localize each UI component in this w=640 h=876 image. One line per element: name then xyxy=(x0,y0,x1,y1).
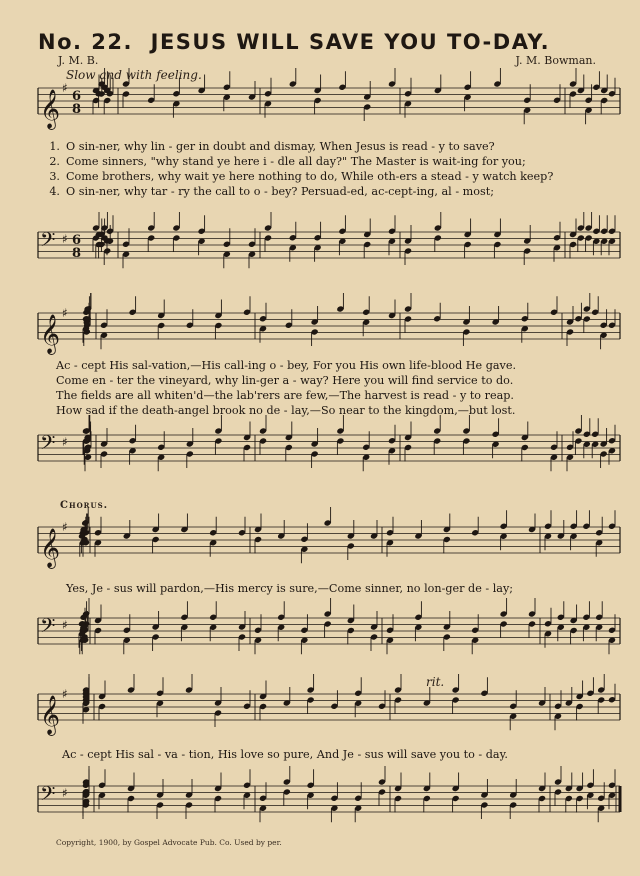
key-signature-sharp: ♯ xyxy=(62,786,68,800)
chorus-line-2: Ac - cept His sal - va - tion, His love so pure, And Je - sus will save you to - day. xyxy=(62,748,508,761)
treble-clef: 𝄞 xyxy=(40,528,61,568)
bass-clef: 𝄢 xyxy=(40,228,56,256)
time-signature: 6 xyxy=(72,233,82,248)
verse-number: 1. xyxy=(49,140,60,153)
verse-1-continuation: Ac - cept His sal-vation,—His call-ing o - bey, For you His own life-blood He gave. xyxy=(56,359,517,372)
verse-1 xyxy=(38,140,495,153)
verse-number: 3. xyxy=(49,170,60,183)
time-signature: 8 xyxy=(72,102,82,117)
hymn-title-text: JESUS WILL SAVE YOU TO-DAY. xyxy=(150,30,551,54)
bass-clef: 𝄢 xyxy=(40,782,56,810)
chorus-line-1: Yes, Je - sus will pardon,—His mercy is sure,—Come sinner, no lon-ger de - lay; xyxy=(66,582,514,595)
key-signature-sharp: ♯ xyxy=(62,435,68,449)
verse-text: Come sinners, "why stand ye here i - dle all day?" The Master is wait-ing for you; xyxy=(66,155,526,168)
verse-number: 4. xyxy=(49,185,60,198)
chorus-label: Chorus. xyxy=(60,500,109,511)
time-signature: 6 xyxy=(72,89,82,104)
ritardando-marking: rit. xyxy=(426,675,445,689)
bass-clef: 𝄢 xyxy=(40,431,56,459)
hymn-title xyxy=(38,30,550,54)
copyright-notice: Copyright, 1900, by Gospel Advocate Pub. Co. Used by per. xyxy=(56,838,282,847)
key-signature-sharp: ♯ xyxy=(62,520,68,534)
bass-clef: 𝄢 xyxy=(40,614,56,642)
composer-credit: J. M. Bowman. xyxy=(515,54,596,67)
key-signature-sharp: ♯ xyxy=(62,232,68,246)
verse-2 xyxy=(38,155,526,168)
key-signature-sharp: ♯ xyxy=(62,81,68,95)
verse-2-continuation: Come en - ter the vineyard, why lin-ger a - way? Here you will find service to do. xyxy=(56,374,514,387)
lyricist-credit: J. M. B. xyxy=(58,54,99,67)
verse-3-continuation: The fields are all whiten'd—the lab'rers are few,—The harvest is read - y to reap. xyxy=(56,389,514,402)
verse-text: Come brothers, why wait ye here nothing to do, While oth-ers a stead - y watch keep? xyxy=(66,170,554,183)
tempo-marking: Slow and with feeling. xyxy=(66,68,202,82)
verse-text: O sin-ner, why lin - ger in doubt and dismay, When Jesus is read - y to save? xyxy=(66,140,495,153)
treble-clef: 𝄞 xyxy=(40,695,61,735)
verse-3 xyxy=(38,170,553,183)
time-signature: 8 xyxy=(72,246,82,261)
key-signature-sharp: ♯ xyxy=(62,306,68,320)
verse-4-continuation: How sad if the death-angel brook no de - lay,—So near to the kingdom,—but lost. xyxy=(56,404,516,417)
treble-clef: 𝄞 xyxy=(40,89,61,129)
verse-number: 2. xyxy=(49,155,60,168)
treble-clef: 𝄞 xyxy=(40,314,61,354)
key-signature-sharp: ♯ xyxy=(62,618,68,632)
verse-text: O sin-ner, why tar - ry the call to o - bey? Persuad-ed, ac-cept-ing, al - most; xyxy=(66,185,495,198)
verse-4 xyxy=(38,185,494,198)
key-signature-sharp: ♯ xyxy=(62,687,68,701)
hymn-number: No. 22. xyxy=(38,30,133,54)
